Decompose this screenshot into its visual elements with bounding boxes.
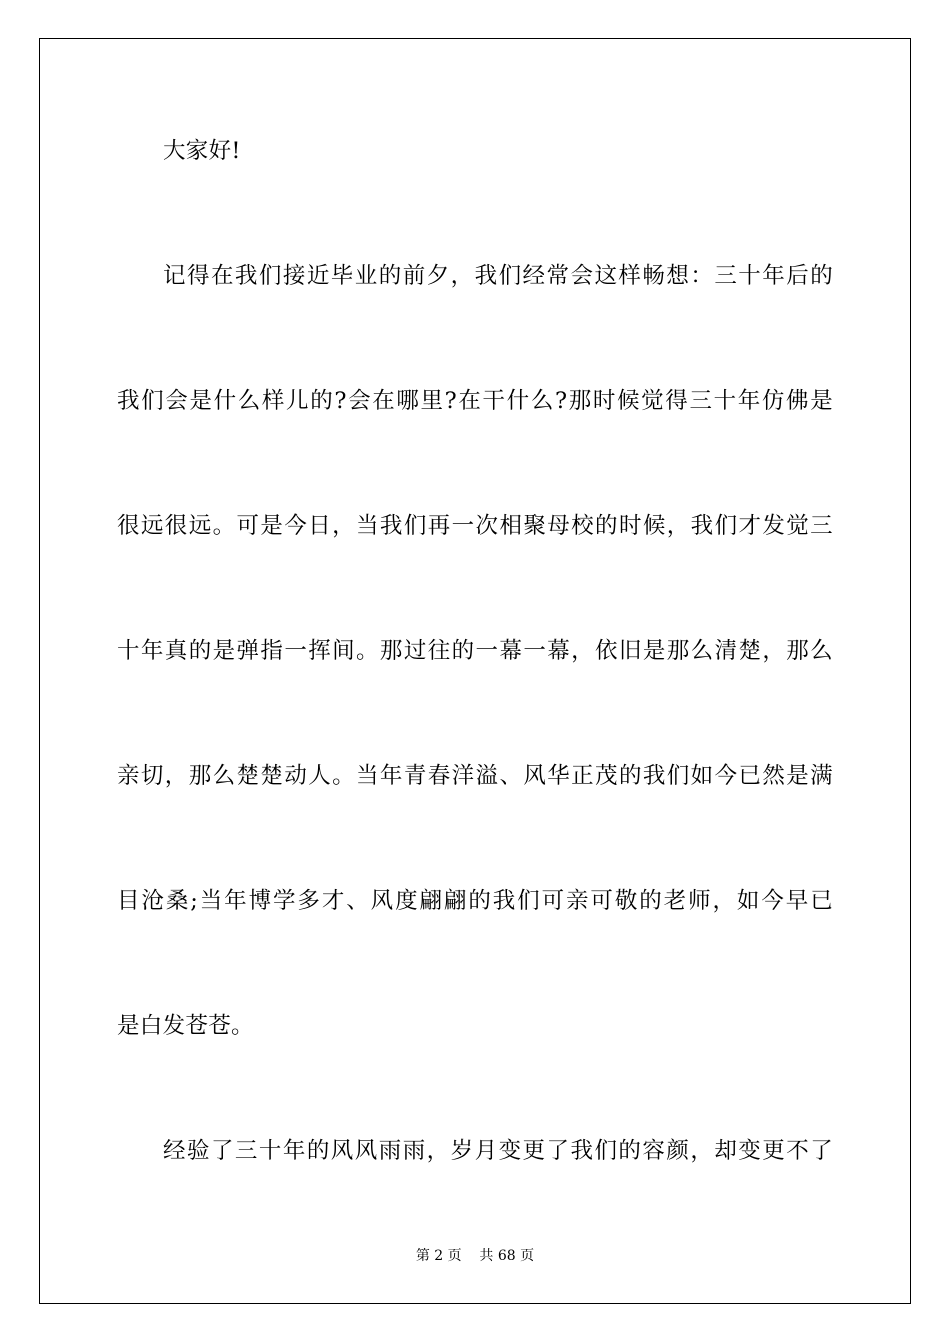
paragraph-2-line-1: 经验了三十年的风风雨雨，岁月变更了我们的容颜，却变更不了	[163, 1138, 833, 1164]
paragraph-1-line-4: 十年真的是弹指一挥间。那过往的一幕一幕，依旧是那么清楚，那么	[117, 638, 833, 664]
paragraph-1-line-1: 记得在我们接近毕业的前夕，我们经常会这样畅想：三十年后的	[163, 263, 833, 289]
paragraph-1-line-6: 目沧桑;当年博学多才、风度翩翩的我们可亲可敬的老师，如今早已	[117, 888, 833, 914]
paragraph-1-line-7: 是白发苍苍。	[117, 1013, 254, 1039]
page-number-footer: 第 2 页 共 68 页	[415, 1248, 535, 1264]
page-border	[39, 38, 911, 1304]
paragraph-1-line-2: 我们会是什么样儿的?会在哪里?在干什么?那时候觉得三十年仿佛是	[117, 388, 833, 414]
paragraph-1-line-5: 亲切，那么楚楚动人。当年青春洋溢、风华正茂的我们如今已然是满	[117, 763, 833, 789]
paragraph-1-line-3: 很远很远。可是今日，当我们再一次相聚母校的时候，我们才发觉三	[117, 513, 833, 539]
greeting-line: 大家好!	[163, 138, 241, 164]
